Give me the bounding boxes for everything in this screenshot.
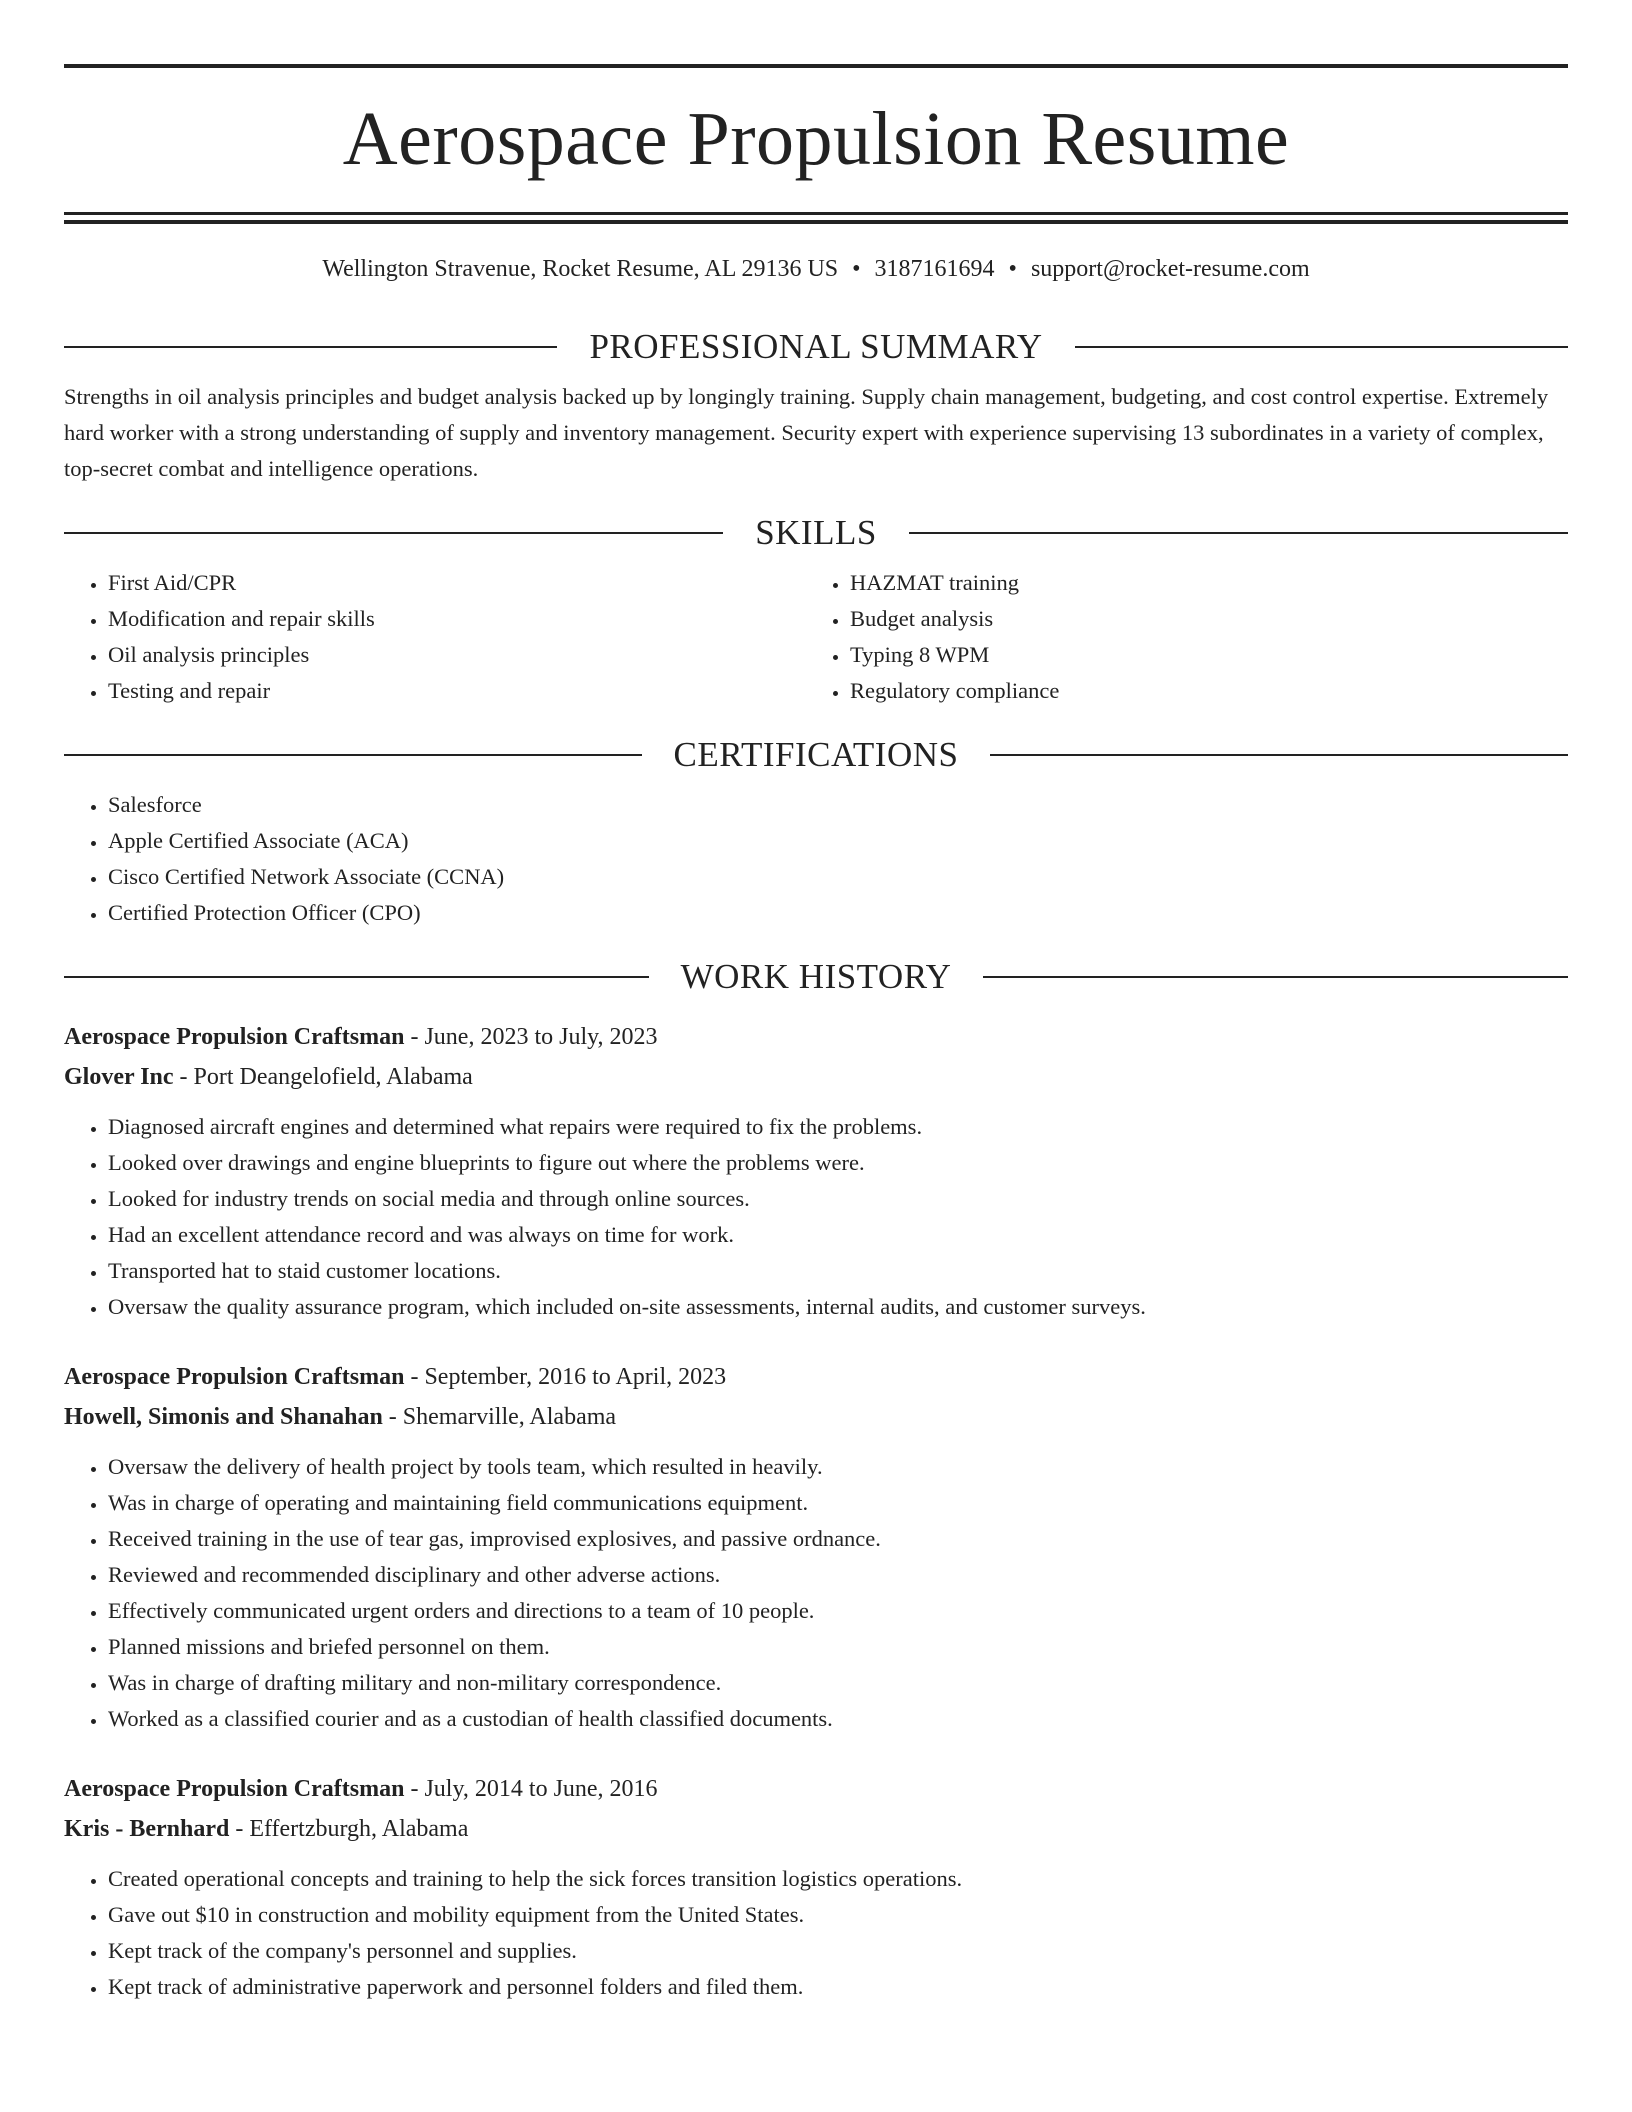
job-bullet: • Gave out $10 in construction and mobility equipment from the United States.: [108, 1897, 1568, 1933]
section-title: WORK HISTORY: [680, 957, 952, 996]
contact-separator: •: [852, 256, 861, 282]
job-bullet: • Created operational concepts and training to help the sick forces transition logistics operations.: [108, 1861, 1568, 1897]
job-bullet: • Transported hat to staid customer locations.: [108, 1253, 1568, 1289]
contact-line: [64, 254, 1568, 284]
job-bullets: [64, 1861, 1568, 2005]
job-bullet: • Oversaw the quality assurance program, which included on-site assessments, internal audits, and customer surveys.: [108, 1289, 1568, 1325]
job-bullet: • Looked for industry trends on social media and through online sources.: [108, 1181, 1568, 1217]
heading-rule-right: [990, 754, 1568, 756]
job-entry: [64, 1769, 1568, 2005]
section-heading-skills: [64, 513, 1568, 553]
contact-phone: 3187161694: [874, 256, 995, 282]
contact-email: support@rocket-resume.com: [1030, 256, 1310, 282]
job-company: Howell, Simonis and Shanahan: [64, 1404, 383, 1430]
job-location: - Effertzburgh, Alabama: [229, 1816, 469, 1842]
job-entry: [64, 1017, 1568, 1325]
section-title: SKILLS: [755, 513, 877, 552]
heading-rule-left: [64, 754, 642, 756]
skill-item: • Typing 8 WPM: [850, 637, 1548, 673]
job-bullet: • Oversaw the delivery of health project by tools team, which resulted in heavily.: [108, 1449, 1568, 1485]
job-title-line: [64, 1017, 1568, 1057]
certification-item: • Salesforce: [108, 787, 1568, 823]
contact-address: Wellington Stravenue, Rocket Resume, AL 29136 US: [322, 256, 839, 282]
section-title: CERTIFICATIONS: [673, 735, 959, 774]
resume-page: [64, 64, 1568, 2005]
job-bullet: • Was in charge of drafting military and non-military correspondence.: [108, 1665, 1568, 1701]
job-bullet: • Was in charge of operating and maintaining field communications equipment.: [108, 1485, 1568, 1521]
job-dates: - September, 2016 to April, 2023: [404, 1364, 727, 1390]
skills-column-left: [64, 565, 806, 709]
job-company-line: [64, 1809, 1568, 1849]
job-bullets: [64, 1449, 1568, 1737]
skill-item: • Budget analysis: [850, 601, 1548, 637]
job-bullet: • Planned missions and briefed personnel on them.: [108, 1629, 1568, 1665]
certification-item: • Cisco Certified Network Associate (CCNA): [108, 859, 1568, 895]
job-location: - Shemarville, Alabama: [382, 1404, 617, 1430]
job-bullets: [64, 1109, 1568, 1325]
job-entry: [64, 1357, 1568, 1737]
skills-list: [64, 565, 1568, 709]
certifications-list: [64, 787, 1568, 931]
job-title-line: [64, 1357, 1568, 1397]
job-bullet: • Kept track of the company's personnel and supplies.: [108, 1933, 1568, 1969]
top-rule: [64, 64, 1568, 68]
summary-text: Strengths in oil analysis principles and budget analysis backed up by longingly training. Supply chain management, budgeting, and cost control expertise. Extremely hard worker with a strong understanding of supply and inventory management. Security expert with experience supervising 13 subordinates in a variety of complex, top-secret combat and intelligence operations.: [64, 384, 1549, 481]
job-title-line: [64, 1769, 1568, 1809]
contact-separator: •: [1008, 256, 1017, 282]
skill-item: • Modification and repair skills: [108, 601, 806, 637]
certification-item: • Certified Protection Officer (CPO): [108, 895, 1568, 931]
job-bullet: • Kept track of administrative paperwork and personnel folders and filed them.: [108, 1969, 1568, 2005]
page-title: Aerospace Propulsion Resume: [342, 97, 1290, 181]
heading-rule-right: [983, 976, 1568, 978]
job-company: Glover Inc: [64, 1064, 174, 1090]
heading-rule-right: [909, 532, 1568, 534]
skill-item: • First Aid/CPR: [108, 565, 806, 601]
job-company-line: [64, 1057, 1568, 1097]
job-bullet: • Worked as a classified courier and as a custodian of health classified documents.: [108, 1701, 1568, 1737]
job-bullet: • Looked over drawings and engine blueprints to figure out where the problems were.: [108, 1145, 1568, 1181]
skill-item: • HAZMAT training: [850, 565, 1548, 601]
job-dates: - June, 2023 to July, 2023: [404, 1024, 658, 1050]
job-title: Aerospace Propulsion Craftsman: [64, 1024, 405, 1050]
skill-item: • Regulatory compliance: [850, 673, 1548, 709]
job-title: Aerospace Propulsion Craftsman: [64, 1776, 405, 1802]
skill-item: • Testing and repair: [108, 673, 806, 709]
job-bullet: • Had an excellent attendance record and was always on time for work.: [108, 1217, 1568, 1253]
job-bullet: • Effectively communicated urgent orders and directions to a team of 10 people.: [108, 1593, 1568, 1629]
job-company: Kris - Bernhard: [64, 1816, 230, 1842]
skill-item: • Oil analysis principles: [108, 637, 806, 673]
heading-rule-left: [64, 532, 723, 534]
section-heading-work-history: [64, 957, 1568, 997]
section-title: PROFESSIONAL SUMMARY: [589, 327, 1043, 366]
section-heading-certifications: [64, 735, 1568, 775]
job-company-line: [64, 1397, 1568, 1437]
skills-column-right: [806, 565, 1548, 709]
heading-rule-left: [64, 346, 557, 348]
job-location: - Port Deangelofield, Alabama: [173, 1064, 473, 1090]
job-bullet: • Reviewed and recommended disciplinary and other adverse actions.: [108, 1557, 1568, 1593]
section-heading-summary: [64, 327, 1568, 367]
job-bullet: • Diagnosed aircraft engines and determined what repairs were required to fix the problems.: [108, 1109, 1568, 1145]
certification-item: • Apple Certified Associate (ACA): [108, 823, 1568, 859]
title-double-rule: [64, 212, 1568, 224]
job-bullet: • Received training in the use of tear gas, improvised explosives, and passive ordnance.: [108, 1521, 1568, 1557]
heading-rule-left: [64, 976, 649, 978]
heading-rule-right: [1075, 346, 1568, 348]
job-title: Aerospace Propulsion Craftsman: [64, 1364, 405, 1390]
job-dates: - July, 2014 to June, 2016: [404, 1776, 658, 1802]
